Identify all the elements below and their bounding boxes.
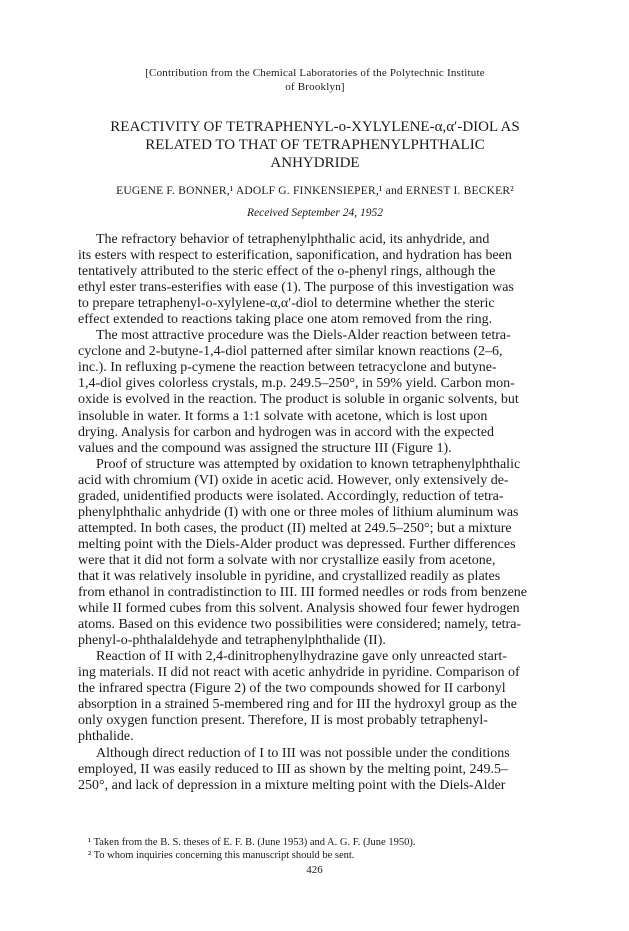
- body-line: inc.). In refluxing p-cymene the reaction between tetracyclone and butyne-: [78, 360, 497, 376]
- body-line: absorption in a strained 5-membered ring and for III the hydroxyl group as the: [78, 697, 517, 713]
- body-line: ing materials. II did not react with acetic anhydride in pyridine. Comparison of: [78, 665, 520, 681]
- body-line: ethyl ester trans-esterifies with ease (1). The purpose of this investigation was: [78, 280, 514, 296]
- body-line: from ethanol in contradistinction to III. III formed needles or rods from benzene: [78, 585, 528, 601]
- body-line: melting point with the Diels-Alder product was depressed. Further differences: [78, 536, 516, 552]
- body-line: graded, unidentified products were isolated. Accordingly, reduction of tetra-: [78, 488, 504, 504]
- body-line: while II formed cubes from this solvent. Analysis showed four fewer hydrogen: [78, 601, 520, 617]
- body-line: 250°, and lack of depression in a mixture melting point with the Diels-Alder: [78, 777, 506, 793]
- body-line: atoms. Based on this evidence two possibilities were considered; namely, tetra-: [78, 617, 522, 633]
- body-line: that it was relatively insoluble in pyridine, and crystallized readily as plates: [78, 568, 501, 584]
- body-line: effect extended to reactions taking place one atom removed from the ring.: [78, 312, 493, 328]
- body-line: phenyl-o-phthalaldehyde and tetraphenylphthalide (II).: [78, 633, 386, 649]
- body-line: insoluble in water. It forms a 1:1 solvate with acetone, which is lost upon: [78, 408, 488, 424]
- body-line: its esters with respect to esterification, saponification, and hydration has been: [78, 248, 512, 264]
- body-line: employed, II was easily reduced to III as shown by the melting point, 249.5–: [78, 761, 509, 777]
- body-line: only oxygen function present. Therefore, II is most probably tetraphenyl-: [78, 713, 488, 729]
- body-line: values and the compound was assigned the structure III (Figure 1).: [78, 440, 452, 456]
- body-line: attempted. In both cases, the product (II) melted at 249.5–250°; but a mixture: [78, 520, 512, 536]
- page-number: 426: [306, 864, 323, 876]
- body-line: Proof of structure was attempted by oxidation to known tetraphenylphthalic: [96, 456, 521, 472]
- body-line: phenylphthalic anhydride (I) with one or three moles of lithium aluminum was: [78, 504, 519, 520]
- title-line-1: REACTIVITY OF TETRAPHENYL-o-XYLYLENE-α,α′-DIOL AS: [110, 119, 520, 135]
- body-line: Although direct reduction of I to III was not possible under the conditions: [96, 745, 510, 761]
- body-line: The refractory behavior of tetraphenylphthalic acid, its anhydride, and: [96, 232, 490, 247]
- body-line: the infrared spectra (Figure 2) of the two compounds showed for II carbonyl: [78, 681, 506, 697]
- header-line-1: [Contribution from the Chemical Laboratories of the Polytechnic Institute: [145, 67, 485, 79]
- footnote-1: ¹ Taken from the B. S. theses of E. F. B. (June 1953) and A. G. F. (June 1950).: [88, 837, 416, 848]
- title-line-2: RELATED TO THAT OF TETRAPHENYLPHTHALIC: [145, 137, 485, 153]
- body-line: phthalide.: [78, 729, 134, 745]
- author-list: EUGENE F. BONNER,¹ ADOLF G. FINKENSIEPER,¹ and ERNEST I. BECKER²: [116, 185, 514, 197]
- article-body: [78, 232, 527, 794]
- received-date: Received September 24, 1952: [246, 207, 384, 219]
- body-line: tentatively attributed to the steric effect of the o-phenyl rings, although the: [78, 264, 496, 280]
- body-line: acid with chromium (VI) oxide in acetic acid. However, only extensively de-: [78, 472, 509, 488]
- body-line: oxide is evolved in the reaction. The product is soluble in organic solvents, but: [78, 392, 519, 408]
- footnotes: [88, 836, 415, 862]
- body-line: 1,4-diol gives colorless crystals, m.p. 249.5–250°, in 59% yield. Carbon mon-: [78, 376, 515, 392]
- body-line: cyclone and 2-butyne-1,4-diol patterned after similar known reactions (2–6,: [78, 344, 503, 360]
- body-line: to prepare tetraphenyl-o-xylylene-α,α′-diol to determine whether the steric: [78, 296, 495, 312]
- header-line-2: of Brooklyn]: [285, 81, 345, 93]
- title-line-3: ANHYDRIDE: [270, 155, 360, 171]
- body-line: drying. Analysis for carbon and hydrogen was in accord with the expected: [78, 424, 494, 440]
- body-line: The most attractive procedure was the Diels-Alder reaction between tetra-: [96, 328, 511, 344]
- article-title: [60, 118, 570, 172]
- body-line: were that it did not form a solvate with nor crystallize easily from acetone,: [78, 552, 496, 568]
- footnote-2: ² To whom inquiries concerning this manuscript should be sent.: [88, 850, 355, 861]
- contribution-header: [60, 66, 570, 94]
- body-line: Reaction of II with 2,4-dinitrophenylhydrazine gave only unreacted start-: [96, 649, 507, 665]
